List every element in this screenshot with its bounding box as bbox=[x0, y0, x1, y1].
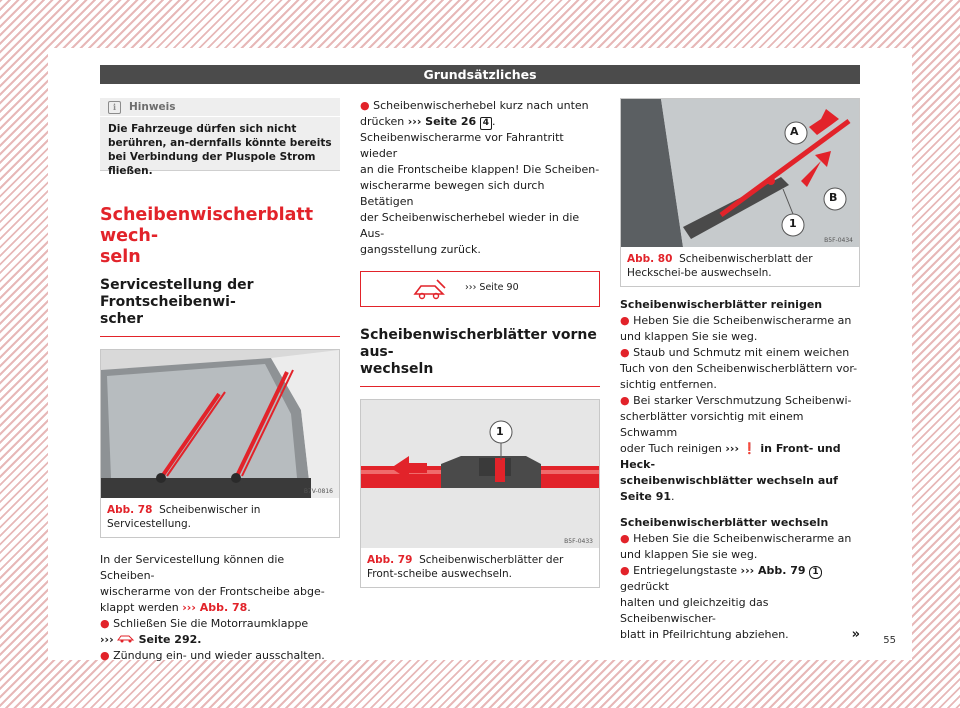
subsection-title-line2: wechseln bbox=[360, 361, 434, 377]
windshield-wipers-illustration bbox=[101, 350, 339, 498]
figure-reference-link[interactable]: ››› Abb. 78 bbox=[182, 601, 248, 614]
subsection-title-line2: scher bbox=[100, 311, 143, 327]
info-icon: i bbox=[108, 101, 121, 114]
caution-reference-box[interactable] bbox=[360, 271, 600, 307]
figure-code: B7V-0816 bbox=[303, 488, 333, 495]
rear-wiper-illustration bbox=[621, 99, 859, 247]
bullet-item: ● Bei starker Verschmutzung Scheibenwi- bbox=[620, 394, 852, 407]
page-number: 55 bbox=[883, 635, 896, 646]
subsection-title-line1: Servicestellung der Frontscheibenwi- bbox=[100, 277, 254, 310]
intro-line2: wischerarme von der Frontscheibe abge- bbox=[100, 585, 325, 598]
column-left bbox=[100, 98, 340, 664]
running-header: Grundsätzliches bbox=[100, 65, 860, 84]
callout-number: 1 bbox=[809, 566, 822, 579]
callout-number: 4 bbox=[480, 117, 492, 130]
note-heading bbox=[100, 98, 340, 117]
figure-label: Abb. 80 bbox=[627, 253, 673, 265]
note-box bbox=[100, 98, 340, 177]
intro-line1: In der Servicestellung können die Scheiben- bbox=[100, 553, 285, 582]
section-title-line2: seln bbox=[100, 247, 141, 267]
figure-label: Abb. 79 bbox=[367, 554, 413, 566]
figure-79-image bbox=[361, 400, 599, 548]
figure-80-caption bbox=[621, 247, 859, 286]
caption-text: Scheibenwischerblätter der Front-scheibe auswechseln. bbox=[367, 554, 564, 580]
figure-78-caption bbox=[101, 498, 339, 537]
column-right: A B 1 B5F-0434 Abb. 80 Scheibenwischerblatt der Heckschei-be auswechseln. Scheibenwischerblätter reinigen ● Heben Sie die Scheibenwischerarme an und klappen Sie sie weg. ● Staub und Schmutz mit einem weichen Tuch von den Scheibenwischerblättern vor- sichtig entfernen. ● Bei starker Verschmutzung Scheibenwi- scherblätter vorsichtig mit einem Schwamm oder Tuch reinigen ››› ❗ in Front- und Heck- scheibenwischblätter wechseln auf Seite 91. Scheibenwischerblätter wechseln ● Heben Sie die Scheibenwischerarme an und klappen Sie sie weg. ● Entriegelungstaste ››› Abb. 79 1 gedrückt halten und gleichzeitig das Scheibenwischer- blatt in Pfeilrichtung abziehen. » bbox=[620, 98, 860, 643]
note-text: Die Fahrzeuge dürfen sich nicht berühren, an-dernfalls könnte bereits bei Verbindung der Pluspole Strom fließen. bbox=[108, 123, 332, 177]
figure-reference-link[interactable]: ››› Abb. 79 bbox=[740, 564, 806, 577]
warning-reference-link[interactable]: ››› ❗ in Front- und Heck- bbox=[620, 442, 841, 471]
bullet-item: ● Zündung ein- und wieder ausschalten. bbox=[100, 649, 325, 662]
continued-arrow: » bbox=[851, 627, 860, 642]
figure-80-image bbox=[621, 99, 859, 247]
subsection-title-line1: Scheibenwischerblätter vorne aus- bbox=[360, 327, 597, 360]
column-middle: ● Scheibenwischerhebel kurz nach unten drücken ››› Seite 26 4 . Scheibenwischerarme vor Fahrantritt wieder an die Frontscheibe klappen! Die Scheiben- wischerarme bewegen sich durch Betätigen der Scheibenwischerhebel wieder in die Aus- gangsstellung zurück. ››› Seite 90 Scheibenwischerblätter vorne aus- wechseln 1 B5F-0433 Abb. 79 Scheibenwischerblätter der Front-scheibe auswechseln. bbox=[360, 98, 600, 588]
figure-label: Abb. 78 bbox=[107, 504, 153, 516]
bullet-item: ● Heben Sie die Scheibenwischerarme an bbox=[620, 314, 852, 327]
figure-marker-1: 1 bbox=[496, 425, 504, 438]
bullet-item: ● Schließen Sie die Motorraumklappe bbox=[100, 617, 309, 630]
caption-text: Scheibenwischer in Servicestellung. bbox=[107, 504, 261, 530]
caption-text: Scheibenwischerblatt der Heckschei-be auswechseln. bbox=[627, 253, 813, 279]
bullet-item-ref[interactable]: ››› Seite 292. bbox=[100, 633, 202, 646]
bullet-item: ● Staub und Schmutz mit einem weichen bbox=[620, 346, 850, 359]
bullet-item: ● Entriegelungstaste ››› Abb. 79 1 gedrückt bbox=[620, 563, 860, 595]
note-heading-text: Hinweis bbox=[129, 101, 176, 113]
caution-car-icon bbox=[413, 278, 447, 300]
caution-page-reference: ››› Seite 90 bbox=[465, 282, 519, 293]
heading-change: Scheibenwischerblätter wechseln bbox=[620, 516, 829, 529]
figure-code: B5F-0434 bbox=[824, 237, 853, 244]
figure-78 bbox=[100, 349, 340, 538]
page bbox=[48, 48, 912, 660]
figure-80 bbox=[620, 98, 860, 287]
intro-line3: klappt werden ››› Abb. 78. bbox=[100, 601, 251, 614]
figure-79-caption bbox=[361, 548, 599, 587]
section-title-line1: Scheibenwischerblatt wech- bbox=[100, 205, 314, 246]
figure-marker-1: 1 bbox=[789, 217, 797, 230]
figure-marker-a: A bbox=[790, 125, 799, 138]
warning-icon: ❗ bbox=[742, 442, 757, 455]
wiper-blade-release-illustration bbox=[361, 400, 599, 548]
figure-marker-b: B bbox=[829, 191, 838, 204]
figure-code: B5F-0433 bbox=[564, 538, 593, 545]
bullet-item: ● Heben Sie die Scheibenwischerarme an bbox=[620, 532, 852, 545]
car-wrench-icon bbox=[117, 632, 135, 643]
figure-79 bbox=[360, 399, 600, 588]
page-reference-link[interactable]: ››› Seite 26 bbox=[407, 115, 477, 128]
figure-78-image bbox=[101, 350, 339, 498]
bullet-item: ● Scheibenwischerhebel kurz nach unten bbox=[360, 99, 589, 112]
heading-clean: Scheibenwischerblätter reinigen bbox=[620, 298, 823, 311]
